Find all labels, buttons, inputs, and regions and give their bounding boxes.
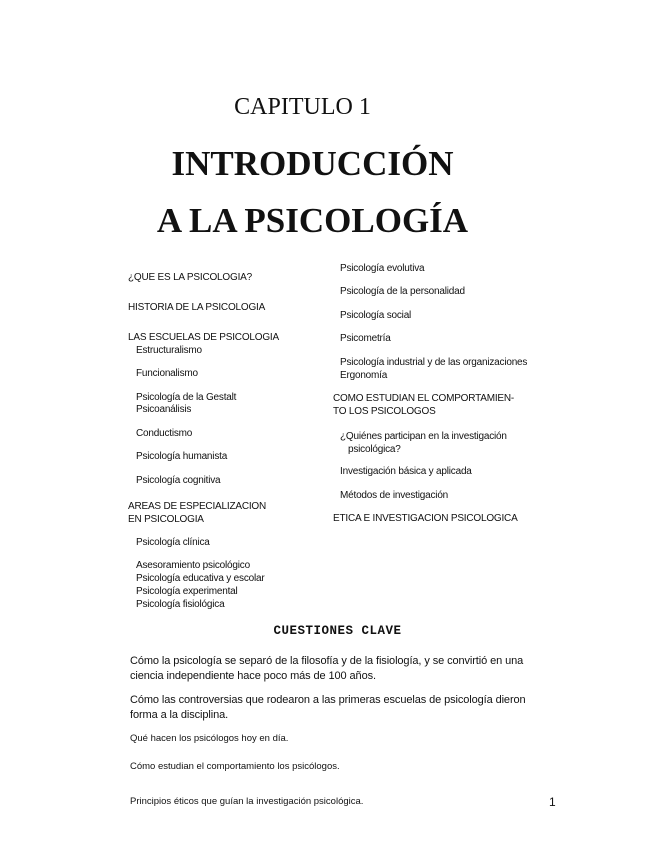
key-question-3: Qué hacen los psicólogos hoy en día. bbox=[130, 733, 289, 744]
key-question-1-line-1: Cómo la psicología se separó de la filosofía y de la fisiología, y se convirtió en una bbox=[130, 655, 524, 667]
toc-item: Psicología social bbox=[340, 310, 412, 321]
toc-item: Psicología clínica bbox=[136, 537, 210, 548]
toc-item: TO LOS PSICOLOGOS bbox=[333, 406, 436, 417]
toc-item: HISTORIA DE LA PSICOLOGIA bbox=[128, 302, 266, 313]
toc-item: Psicología industrial y de las organizaciones bbox=[340, 357, 528, 368]
toc-item: LAS ESCUELAS DE PSICOLOGIA bbox=[128, 332, 279, 343]
key-question-5: Principios éticos que guían la investigación psicológica. bbox=[130, 796, 364, 807]
toc-item: ¿Quiénes participan en la investigación bbox=[340, 431, 507, 442]
toc-item: ¿QUE ES LA PSICOLOGIA? bbox=[128, 272, 252, 283]
key-question-2-line-1: Cómo las controversias que rodearon a las primeras escuelas de psicología dieron bbox=[130, 694, 526, 706]
title-line-2: A LA PSICOLOGÍA bbox=[156, 201, 469, 240]
key-questions-heading: CUESTIONES CLAVE bbox=[273, 624, 402, 638]
toc-item: Estructuralismo bbox=[136, 345, 202, 356]
toc-item: psicológica? bbox=[348, 444, 401, 455]
toc-item: Psicología de la personalidad bbox=[340, 286, 465, 297]
key-question-1-line-2: ciencia independiente hace poco más de 100 años. bbox=[130, 670, 376, 682]
toc-item: Métodos de investigación bbox=[340, 490, 449, 501]
page-number: 1 bbox=[549, 795, 556, 809]
toc-item: Psicología cognitiva bbox=[136, 475, 221, 486]
toc-item: ETICA E INVESTIGACION PSICOLOGICA bbox=[333, 513, 518, 524]
chapter-label: CAPITULO 1 bbox=[234, 94, 371, 120]
key-question-2-line-2: forma a la disciplina. bbox=[130, 709, 229, 721]
toc-item: Funcionalismo bbox=[136, 368, 198, 379]
key-question-4: Cómo estudian el comportamiento los psicólogos. bbox=[130, 761, 340, 772]
title-line-1: INTRODUCCIÓN bbox=[171, 144, 454, 183]
toc-item: Psicología educativa y escolar bbox=[136, 573, 265, 584]
toc-item: AREAS DE ESPECIALIZACION bbox=[128, 501, 267, 512]
toc-item: Asesoramiento psicológico bbox=[136, 560, 250, 571]
toc-item: Conductismo bbox=[136, 428, 193, 439]
toc-item: Psicología evolutiva bbox=[340, 263, 425, 274]
toc-item: Psicología humanista bbox=[136, 451, 228, 462]
toc-item: COMO ESTUDIAN EL COMPORTAMIEN- bbox=[333, 393, 515, 404]
toc-item: Investigación básica y aplicada bbox=[340, 466, 472, 477]
toc-item: Ergonomía bbox=[340, 370, 388, 381]
toc-item: Psicología fisiológica bbox=[136, 599, 225, 610]
toc-item: EN PSICOLOGIA bbox=[128, 514, 204, 525]
toc-item: Psicología experimental bbox=[136, 586, 238, 597]
toc-item: Psicología de la Gestalt bbox=[136, 392, 237, 403]
toc-item: Psicometría bbox=[340, 333, 391, 344]
toc-item: Psicoanálisis bbox=[136, 404, 192, 415]
